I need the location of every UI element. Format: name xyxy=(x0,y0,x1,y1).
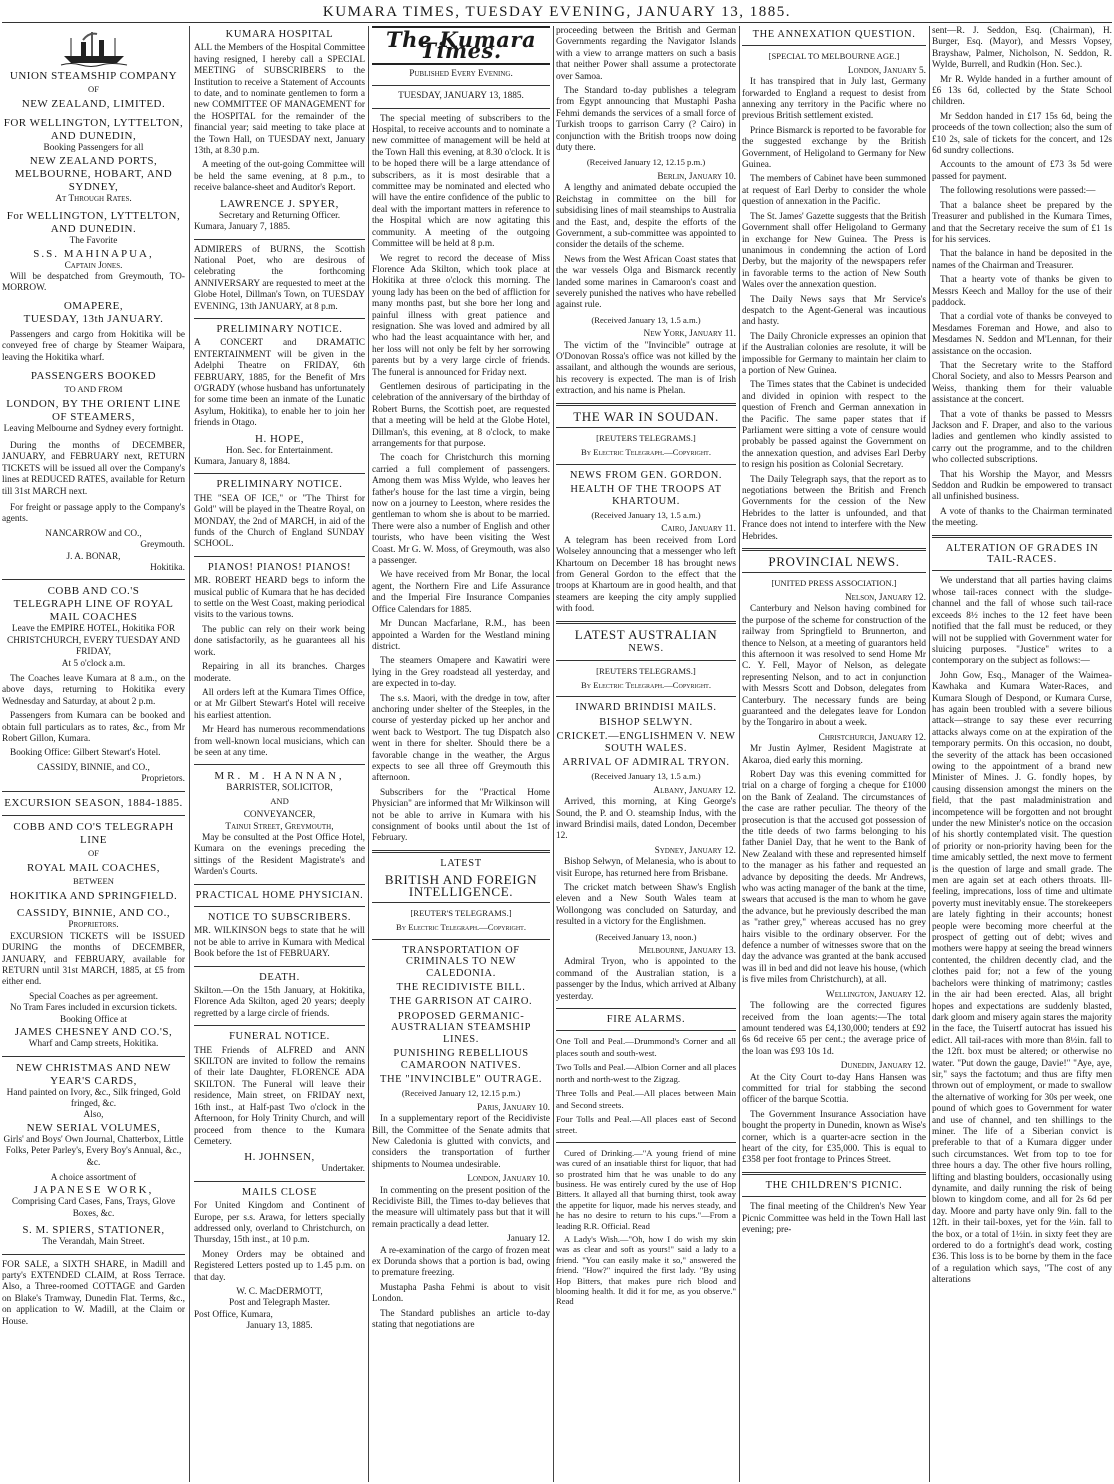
ad-line: OF xyxy=(88,84,99,94)
ad-line: Greymouth. xyxy=(140,540,185,551)
dateline: January 12. xyxy=(507,1234,550,1245)
article-paragraph: Prince Bismarck is reported to be favorable for the suggested exchange by the British Government, of Heligoland to Germany for New Guinea. xyxy=(742,125,926,171)
ad-title: PIANOS! PIANOS! PIANOS! xyxy=(207,561,352,573)
ad-line: Kumara, January 7, 1885. xyxy=(194,222,291,233)
ad-text: Repairing in all its branches. Charges moderate. xyxy=(194,662,365,684)
article-paragraph: Mr Seddon handed in £17 15s 6d, being the proceeds of the town collection; also the sum of £10 2s, sale of tickets for the concert, and 12s 6d sundry collections. xyxy=(932,111,1112,157)
ad-text: Booking Office: Gilbert Stewart's Hotel. xyxy=(10,748,161,759)
rule xyxy=(194,556,365,557)
ad-line: Leaving Melbourne and Sydney every fortnight. xyxy=(3,424,184,435)
ad-text: THE Friends of ALFRED and ANN SKILTON are invited to follow the remains of their late Daughter, FLORENCE ADA SKILTON. The Funeral will leave their residence, Main street, on FRIDAY next, 16th inst., at Half-past Two o'clock in the Afternoon, for Holy Trinity Church, and will proceed from thence to the Kumara Cemetery. xyxy=(194,1045,365,1147)
ad-text: During the months of DECEMBER, JANUARY, and FEBRUARY next, RETURN TICKETS will be issued all over the Company's lines at REDUCED RATES, available for Return till 31st MARCH next. xyxy=(2,440,185,497)
dateline: New York, January 11. xyxy=(643,329,736,340)
ad-line: No Tram Fares included in excursion tickets. xyxy=(9,1003,178,1014)
received-line: (Received January 13, noon.) xyxy=(595,931,697,942)
ad-line: NANCARROW and CO., xyxy=(45,528,142,539)
ad-text: MR. ROBERT HEARD begs to inform the musical public of Kumara that he has decided to settle on the West Coast, making periodical visits to the various towns. xyxy=(194,576,365,621)
rule xyxy=(742,572,926,573)
ad-line: OMAPERE, xyxy=(63,299,124,312)
article-paragraph: We have received from Mr Bonar, the local agent, the Northern Fire and Life Assurance and the Imperial Fire Insurance Companies Office Calendars for 1885. xyxy=(372,570,550,615)
ad-title: NEW CHRISTMAS AND NEW YEAR'S CARDS, xyxy=(16,1061,171,1087)
section-subheading: By Electric Telegraph.—Copyright. xyxy=(581,679,711,690)
rule xyxy=(742,1196,926,1197)
rule xyxy=(194,884,365,885)
article-paragraph: The St. James' Gazette suggests that the British Government shall offer Heligoland to Germany in exchange for New Guinea. The Press is unanimous in condemning the action of Lord Derby, but the majority of the newspapers refer in favorable terms to the action of New South Wales over the annexation question. xyxy=(742,211,926,291)
ad-line: Proprietors. xyxy=(68,920,119,931)
received-line: (Received January 12, 12.15 p.m.) xyxy=(401,1088,521,1099)
ad-text: Will be despatched from Greymouth, TO-MORROW. xyxy=(2,272,185,294)
article-paragraph: Mr Duncan Macfarlane, R.M., has been appointed a Warden for the Westland mining district. xyxy=(372,619,550,652)
article-paragraph: News from the West African Coast states that the war vessels Olga and Bismarck recently landed some marines in Camaroon's coast and severely punished the natives who have rebelled against rule. xyxy=(556,254,736,311)
ad-signature: LAWRENCE J. SPYER, xyxy=(220,197,339,210)
section-heading: NEWS. xyxy=(628,643,664,655)
article-paragraph: The Daily Chronicle expresses an opinion that if the Australian colonies are resolute, it will be impossible for Germany to maintain her claim to a portion of New Guinea. xyxy=(742,331,926,376)
ad-line: S. M. SPIERS, STATIONER, xyxy=(22,1224,165,1237)
masthead-rule xyxy=(2,22,1112,23)
ad-text: For United Kingdom and Continent of Europe, per s.s. Arawa, for letters specially addressed only, overland to Christchurch, on Thursday, 15th inst., at 10 p.m. xyxy=(194,1201,365,1246)
article-paragraph: A lengthy and animated debate occupied the Reichstag in committee on the bill for subsidising lines of mail steamships to Australia and the East, and, despite the efforts of the Government, a sub-committee was appointed to consider the details of the scheme. xyxy=(556,183,736,251)
rule xyxy=(556,1008,736,1009)
rule xyxy=(194,966,365,967)
article-paragraph: Robert Day was this evening committed for trial on a charge of forging a cheque for £1000 on the Bank of Zealand. The circumstances of the case are rather peculiar. The theory of the prosecution is that the accused got possession of the title deeds of two farms belonging to his father Daniel Day, that he went to the Bank of New Zealand with these and represented himself to the manager as his father and requested an advance by depositing the deeds. Mr Andrews, who was acting manager of the bank at the time, swears that accused is the man to whom he gave the advance, but he previously described the man as "rather grey," whereas accused has no grey hairs visible to the ordinary observer. For the defence a number of witnesses swore that on the day the advance was granted at the bank accused was ill in bed and did not leave his house, (which is five miles from Christchurch), at all. xyxy=(742,769,926,986)
rule xyxy=(372,850,550,853)
ad-text: EXCURSION TICKETS will be ISSUED DURING the months of DECEMBER, JANUARY, and FEBRUARY, available for RETURN until 31st MARCH, 1885, at £5 from either end. xyxy=(2,931,185,988)
section-subheading: By Electric Telegraph.—Copyright. xyxy=(581,447,711,458)
rule xyxy=(194,239,365,240)
article-paragraph: proceeding between the British and German Governments regarding the Navigator Islands with a view to arrange matters on such a basis that neither Power shall assume a protectorate over Samoa. xyxy=(556,26,736,82)
column-3 xyxy=(372,26,550,1482)
article-paragraph: The cricket match between Shaw's English eleven and a New South Wales team at Wollongong was concluded on Saturday, and resulted in a victory for the Englishmen. xyxy=(556,883,736,928)
rule xyxy=(2,579,185,580)
article-paragraph: Mustapha Pasha Fehmi is about to visit London. xyxy=(372,1282,550,1305)
dateline: Cairo, January 11. xyxy=(661,524,736,535)
ad-line: Post and Telegraph Master. xyxy=(229,1298,330,1309)
ad-text: THE "SEA OF ICE," or "The Thirst for Gold" will be played in the Theatre Royal, on MONDAY, the 2nd of MARCH, in aid of the funds of the Church of England SUNDAY SCHOOL. xyxy=(194,493,365,550)
article-paragraph: The coach for Christchurch this morning carried a full complement of passengers. Among them was Miss Wylde, who leaves her father's house for the last time a virgin, being now on a journey to Leeston, where resides the gentleman to whom she is about to be married. There were also a number of English and other tourists, who have been visiting the West Coast. Mr G. W. Moss, of Greymouth, was also a passenger. xyxy=(372,453,550,567)
published-line: Published Every Evening. xyxy=(409,68,513,79)
ad-line: At 5 o'clock a.m. xyxy=(61,658,126,669)
article-paragraph: Mr Justin Aylmer, Resident Magistrate at Akaroa, died early this morning. xyxy=(742,744,926,766)
rule xyxy=(194,1181,365,1182)
article-paragraph: The steamers Omapere and Kawatiri were lying in the Grey roadstead all yesterday, and are expected in to-day. xyxy=(372,656,550,690)
ad-title: PRELIMINARY NOTICE. xyxy=(216,323,343,335)
article-paragraph: In a supplementary report of the Recidiviste Bill, the Committee of the Senate admits that New Caledonia is glutted with convicts, and considers the transportation of further shipments to Noumea undesirable. xyxy=(372,1114,550,1170)
ad-text: Mr Heard has numerous recommendations from well-known local musicians, which can be seen at any time. xyxy=(194,725,365,758)
article-paragraph: The Standard publishes an article to-day stating that negotiations are xyxy=(372,1308,550,1331)
dateline: Nelson, January 12. xyxy=(844,592,926,603)
ad-title: KUMARA HOSPITAL xyxy=(225,29,334,40)
column-5 xyxy=(742,26,926,1482)
column-rule xyxy=(739,26,740,1482)
ad-text: Cured of Drinking.—"A young friend of mine was cured of an insatiable thirst for liquor, that had so prostrated him that he was unable to do any business. He was entirely cured by the use of Hop Bitters. It allayed all that burning thirst, took away the appetite for liquor, made his nerves steady, and he has no desire to return to his cups."—From a leading R.R. Official. Read xyxy=(556,1147,736,1231)
article-paragraph: The Daily Telegraph says, that the report as to negotiations between the British and French Governments for the cession of the New Hebrides to the latter is unfounded, and that France does not intend to interfere with the New Hebrides. xyxy=(742,474,926,542)
dateline: TUESDAY, JANUARY 13, 1885. xyxy=(398,91,524,102)
ad-line: TUESDAY, 13th JANUARY. xyxy=(23,312,164,325)
article-paragraph: We regret to record the decease of Miss Florence Ada Skilton, which took place at Hokitika at three o'clock this morning. The young lady has been on the bed of affliction for many months past, but she bore her long and painful illness with great patience and resignation. She was loved and admired by all who had the least acquaintance with her, and her loss will not only be felt by her sorrowing parents but by a very large circle of friends. The funeral is announced for Friday next. xyxy=(372,253,550,378)
section-heading: LATEST xyxy=(440,857,482,869)
article-paragraph: That the Secretary write to the Stafford Choral Society, and also to Messrs Pearson and Weiss, thanking them for their valuable assistance at the concert. xyxy=(932,360,1112,406)
ad-line: Wharf and Camp streets, Hokitika. xyxy=(28,1039,159,1050)
ad-line: The Verandah, Main Street. xyxy=(42,1237,145,1248)
article-paragraph: That a cordial vote of thanks be conveyed to Mesdames Foreman and Howe, and also to Mesdames N. Seddon and M'Lennan, for their assistance on the occasion. xyxy=(932,312,1112,357)
article-paragraph: John Gow, Esq., Manager of the Waimea-Kawhaka and Kumara Water-Races, and Kumara Slough of Despond, or Kumara Curse, has again been troubled with a severe bilious attack—strange to say these ever recurring attacks always come on at the expiration of the temporary permits. On this occasion, no doubt, the severity of the attack has been occasioned owing to the appointment of a brand new Minister of Mines. J. G. fondly hopes, by causing dissension amongst the miners on the field, that the past maladministration and incompetence will be forgotten and not brought under the new Minister's notice on the occasion of his shortly contemplated visit. The question of priority or non-priority having been for the time amicably settled, the next move to ferment is the question of large and small grade. The men are again set at each others throats. Ill-feeling, imprecations, loss of time and ultimate poverty must inevitably ensue. The storekeepers are lately fighting in their accounts; honest people were becoming more cheerful at the prospect of getting out of debt; wives and mothers were happy at seeing the bread winners contented, the children decently clad, and the clothes paid for; not a few of the young bachelors were thinking of matrimony; castles in the air had been erected. Alas, all bright hopes and expectations are suddenly blasted, dark gloom and misery again stares the majority in the face, the Tuisertf autocrat has issued his edict. All tail-races with more than 8½in. fall to the 12ft. box must be altered; or otherwise no water. "Put down the gauge, Davie!" "Aye, aye, sir," says the factotum; and thus are fifty men thrown out of employment, or made to swallow the alternative of working for 30s per week, one pound of which goes to Government for water and use of channel, and ten shillings to the miner. The life of a Siberian convict is preferable to that of a Kumara digger under such circumstances. Wet from top to toe for three hours a day. The other five hours rolling, lifting and blasting boulders, occasionally using dynamite, and daily running the risk of being blown to kingdom come, and all for 2s 6d per day. Moore and party have only 9in. fall to the 12ft. in their tail-boxes, yet for the ½in. fall to the box, or a total of 1½in. in sixty feet they are ordered to do a fortnight's dead work, costing £36. This loss is to be borne by them in the face of a regulation which says, "The cost of any alterations xyxy=(932,670,1112,1286)
ad-line: BETWEEN xyxy=(72,876,115,887)
column-6 xyxy=(932,26,1112,1482)
ad-text: Skilton.—On the 15th January, at Hokitika, Florence Ada Skilton, aged 20 years; deeply regretted by a large circle of friends. xyxy=(194,986,365,1019)
article-paragraph: That his Worship the Mayor, and Messrs Seddon and Rudkin be empowered to transact all unfinished business. xyxy=(932,469,1112,503)
dateline: London, January 10. xyxy=(467,1174,550,1185)
ad-text: ALL the Members of the Hospital Committee having resigned, I hereby call a SPECIAL MEETING of SUBSCRIBERS to the Institution to receive a Statement of Accounts to date, and to nominate gentlemen to form a new COMMITTEE OF MANAGEMENT for the HOSPITAL for the remainder of the financial year; said meeting to take place at the Town Hall, on TUESDAY next, January 13th, at 8.30 p.m. xyxy=(194,43,365,157)
ad-line: NEW SERIAL VOLUMES, xyxy=(26,1121,161,1134)
ad-line: TO AND FROM xyxy=(64,384,123,395)
steamship-icon xyxy=(59,28,129,68)
news-heading: HEALTH OF THE TROOPS AT KHARTOUM. xyxy=(570,484,722,507)
ad-line: January 13, 1885. xyxy=(246,1321,313,1332)
article-paragraph: The special meeting of subscribers to the Hospital, to receive accounts and to nominate a new committee of management will be held at the Town Hall this evening, at 8.30 o'clock. It is to be hoped there will be a large attendance of subscribers, as it is most desirable that a committee may be nominated and elected who will have the entire confidence of the public to deal with the important matters in reference to the Hospital which are now agitating this community. A meeting of the outgoing Committee will be held at 8 p.m. xyxy=(372,113,550,250)
ad-line: PASSENGERS BOOKED xyxy=(30,370,157,383)
article-paragraph: We understand that all parties having claims whose tail-races connect with the sludge-channel and the fall of whose such tail-race exceeds 8½ inches to the 12 feet have been notified that the fall must be reduced, or they will not be supplied with Government water for sluicing purposes. "Justice" writes to a contemporary on the subject as follows:— xyxy=(932,576,1112,667)
ad-text: Passengers and cargo from Hokitika will be conveyed free of charge by Steamer Waipara, leaving the Hokitika wharf. xyxy=(2,329,185,363)
received-line: (Received January 12, 12.15 p.m.) xyxy=(586,157,706,168)
rule xyxy=(742,548,926,551)
news-heading: CRICKET.—ENGLISHMEN V. NEW SOUTH WALES. xyxy=(556,731,736,754)
ad-text: The public can rely on their work being done satisfactorily, as he guarantees all his work. xyxy=(194,624,365,658)
fire-alarm-item: Two Tolls and Peal.—Albion Corner and all places north and north-west to the Zigzag. xyxy=(556,1062,736,1084)
article-paragraph: The Times states that the Cabinet is undecided and divided in opinion with respect to the question of French and German annexation in the Pacific. The same paper states that if Parliament were sitting a vote of censure would probably be passed against the Government on the annexation question, and advises Earl Derby to resign his position as Colonial Secretary. xyxy=(742,380,926,471)
section-subheading: [REUTER'S TELEGRAMS.] xyxy=(410,908,512,919)
ad-line: For WELLINGTON, LYTTELTON, AND DUNEDIN. xyxy=(6,210,181,236)
ad-line: Undertaker. xyxy=(321,1164,365,1175)
rule xyxy=(556,427,736,428)
ad-title: MR. M. HANNAN, xyxy=(214,770,345,783)
ad-text: All orders left at the Kumara Times Office, or at Mr Gilbert Stewart's Hotel will receive his earliest attention. xyxy=(194,687,365,721)
ad-line: Leave the EMPIRE HOTEL, Hokitika FOR CHRISTCHURCH, EVERY TUESDAY AND FRIDAY, xyxy=(7,624,180,658)
article-paragraph: Accounts to the amount of £73 3s 5d were passed for payment. xyxy=(932,160,1112,182)
rule xyxy=(194,906,365,907)
ad-line: TELEGRAPH LINE OF ROYAL MAIL COACHES xyxy=(13,598,174,624)
ad-line: Comprising Card Cases, Fans, Trays, Glove Boxes, &c. xyxy=(11,1197,176,1219)
rule xyxy=(556,1030,736,1031)
article-paragraph: The members of Cabinet have been summoned at request of Earl Derby to consider the whole question of annexation in the Pacific. xyxy=(742,174,926,208)
dateline: Berlin, January 10. xyxy=(657,171,736,182)
ad-line: JAPANESE WORK, xyxy=(33,1184,154,1197)
ad-line: Kumara, January 8, 1884. xyxy=(194,457,291,467)
article-paragraph: The victim of the "Invincible" outrage at O'Donovan Rossa's office was not killed by the assailant, and although the wounds are serious, his recovery is expected. The man is of Irish extraction, and his name is Phelan. xyxy=(556,340,736,397)
news-heading: PUNISHING REBELLIOUS CAMAROON NATIVES. xyxy=(393,1048,529,1071)
ad-line: At Through Rates. xyxy=(55,193,132,204)
ad-line: CASSIDY, BINNIE, AND CO., xyxy=(16,907,171,920)
masthead: KUMARA TIMES, TUESDAY EVENING, JANUARY 13, 1885. xyxy=(322,4,792,20)
article-paragraph: It has transpired that in July last, Germany forwarded to England a request to desist from annexing any territory in the Pacific where no previous British settlement existed. xyxy=(742,77,926,122)
article-paragraph: sent—R. J. Seddon, Esq. (Chairman), H. Burger, Esq. (Mayor), and Messrs Vopsey, Brayshaw, Palmer, Nicholson, N. Seddon, R. Wylde, Burrell, and Rudkin (Hon. Sec.). xyxy=(932,26,1112,71)
column-rule xyxy=(189,26,190,1482)
column-1 xyxy=(2,26,185,1482)
ad-line: HOKITIKA AND SPRINGFIELD. xyxy=(9,890,178,903)
article-paragraph: At the City Court to-day Hans Hansen was committed for trial for stabbing the second officer of the barque Scottia. xyxy=(742,1072,926,1106)
article-paragraph: That the balance in hand be deposited in the names of the Chairman and Treasurer. xyxy=(932,249,1112,271)
ad-line: Secretary and Returning Officer. xyxy=(218,210,341,221)
rule xyxy=(2,815,185,816)
column-rule xyxy=(553,26,554,1482)
ad-title: PRELIMINARY NOTICE. xyxy=(216,479,343,491)
ad-text: A Lady's Wish.—"Oh, how I do wish my skin was as clear and soft as yours!" said a lady to a friend. "You can easily make it so," answered the friend. "How?" inquired the first lady. "By using Hop Bitters, that makes pure rich blood and blooming health. It did it for me, as you observe." Read xyxy=(556,1233,736,1307)
ad-line: J. A. BONAR, xyxy=(66,551,121,562)
dateline: Melbourne, January 13. xyxy=(638,946,736,957)
rule xyxy=(2,791,185,792)
ad-text: A meeting of the out-going Committee will be held the same evening, at 8 p.m., to receive balance-sheet and Auditor's Report. xyxy=(194,160,365,194)
section-heading: LATEST AUSTRALIAN xyxy=(574,626,718,642)
rule xyxy=(556,696,736,697)
fire-alarm-item: Three Tolls and Peal.—All places between Main and Second streets. xyxy=(556,1088,736,1110)
article-paragraph: That a hearty vote of thanks be given to Messrs Keech and Malloy for the use of their paddock. xyxy=(932,275,1112,308)
news-heading: NEWS FROM GEN. GORDON. xyxy=(569,469,723,481)
dateline: Christchurch, January 12. xyxy=(818,732,926,743)
ad-signature: H. JOHNSEN, xyxy=(244,1151,315,1164)
ad-title: MAILS CLOSE xyxy=(241,1186,318,1198)
article-paragraph: Arrived, this morning, at King George's Sound, the P. and O. steamship Indus, with the inward Brindisi mails, dated London, December 12. xyxy=(556,797,736,842)
rule xyxy=(556,464,736,465)
rule xyxy=(372,108,550,109)
ad-line: Booking Passengers for all xyxy=(43,143,144,154)
article-paragraph: That a vote of thanks be passed to Messrs Jackson and F. Draper, and also to the various ladies and gentlemen who kindly assisted to carry out the programme, and to the children who collected subscriptions. xyxy=(932,409,1112,466)
article-paragraph: In commenting on the present position of the Recidiviste Bill, the Times to-day believes that the measure will ultimately pass but that it will remain practically a dead letter. xyxy=(372,1185,550,1230)
ad-line: Hon. Sec. for Entertainment. xyxy=(226,445,333,456)
ad-signature: W. C. MacDERMOTT, xyxy=(236,1286,323,1297)
ad-line: S.S. MAHINAPUA, xyxy=(33,247,154,260)
ad-line: Also, xyxy=(83,1110,104,1121)
dateline: Paris, January 10. xyxy=(477,1102,550,1113)
rule xyxy=(556,621,736,624)
column-rule xyxy=(929,26,930,1482)
ad-title: PRACTICAL HOME PHYSICIAN. xyxy=(195,889,364,901)
ad-line: COBB AND CO'S TELEGRAPH LINE xyxy=(13,820,174,846)
section-heading: ALTERATION OF GRADES IN TAIL-RACES. xyxy=(945,542,1099,566)
column-4 xyxy=(556,26,736,1482)
ad-line: JAMES CHESNEY AND CO.'S, xyxy=(14,1026,173,1039)
news-heading: THE RECIDIVISTE BILL. xyxy=(396,982,526,994)
newspaper-page xyxy=(2,26,1112,1482)
article-paragraph: The Standard to-day publishes a telegram from Egypt announcing that Mustaphi Pasha Fehmi demands the services of a small force of Turkish troops to garrison Carry (? Cairo) in conjunction with the British troops now doing duty there. xyxy=(556,86,736,154)
ad-line: CONVEYANCER, xyxy=(243,810,316,821)
ad-title: FUNERAL NOTICE. xyxy=(229,1031,330,1043)
ad-line: LONDON, BY THE ORIENT LINE OF STEAMERS, xyxy=(6,398,181,424)
news-heading: THE GARRISON AT CAIRO. xyxy=(389,996,533,1008)
ad-line: Girls' and Boys' Own Journal, Chatterbox, Little Folks, Peter Parley's, Every Boy's Annual, &c., &c. xyxy=(3,1134,184,1168)
ad-line: Tainui Street, Greymouth, xyxy=(225,821,334,832)
rule xyxy=(932,570,1112,571)
article-paragraph: Bishop Selwyn, of Melanesia, who is about to visit Europe, has returned here from Brisbane. xyxy=(556,857,736,879)
ad-line: Booking Office at xyxy=(60,1014,127,1025)
rule xyxy=(742,45,926,46)
rule xyxy=(556,660,736,661)
ad-line: ROYAL MAIL COACHES, xyxy=(26,862,161,875)
news-heading: TRANSPORTATION OF CRIMINALS TO NEW CALEDONIA. xyxy=(402,944,520,979)
article-paragraph: The Daily News says that Mr Service's despatch to the Agent-General was incautious and hasty. xyxy=(742,294,926,328)
dateline: Dunedin, January 12. xyxy=(840,1061,926,1072)
ad-line: AND xyxy=(270,795,289,806)
fire-alarm-item: One Toll and Peal.—Drummond's Corner and all places south and south-west. xyxy=(556,1036,736,1058)
article-paragraph: Subscribers for the "Practical Home Physician" are informed that Mr Wilkinson will not be able to arrive in Kumara with his consignment of books until about the 1st of February. xyxy=(372,787,550,844)
rule xyxy=(556,403,736,406)
rule xyxy=(194,473,365,474)
ad-line: Hand painted on Ivory, &c., Silk fringed, Gold fringed, &c. xyxy=(6,1087,181,1109)
ad-text: MR. WILKINSON begs to state that he will not be able to arrive in Kumara with Medical Book before the 1st of FEBRUARY. xyxy=(194,926,365,960)
section-heading: BRITISH AND FOREIGN INTELLIGENCE. xyxy=(384,872,538,899)
ad-title: DEATH. xyxy=(259,971,300,983)
ad-line: Post Office, Kumara, xyxy=(194,1309,273,1320)
news-heading: ARRIVAL OF ADMIRAL TRYON. xyxy=(562,756,730,768)
ad-line: BARRISTER, SOLICITOR, xyxy=(226,783,333,794)
ad-line: The Favorite xyxy=(69,236,118,247)
section-subheading: [REUTERS TELEGRAMS.] xyxy=(596,665,696,676)
ad-title: NOTICE TO SUBSCRIBERS. xyxy=(207,912,352,923)
dateline: Sydney, January 12. xyxy=(654,845,736,856)
article-paragraph: The s.s. Maori, with the dredge in tow, after anchoring under shelter of the Steeples, in the course of yesterday picked up her anchor and went back to Westport. The tug Dispatch also went in there for shelter. Should there be a favorable change in the weather, the Argus expects to see all three off Greymouth this afternoon. xyxy=(372,693,550,784)
rule xyxy=(932,535,1112,538)
section-subheading: [UNITED PRESS ASSOCIATION.] xyxy=(771,578,897,589)
article-paragraph: A vote of thanks to the Chairman terminated the meeting. xyxy=(932,506,1112,529)
news-heading: BISHOP SELWYN. xyxy=(599,716,693,728)
article-paragraph: The following resolutions were passed:— xyxy=(940,186,1096,197)
dateline: Albany, January 12. xyxy=(653,785,736,796)
ad-title: EXCURSION SEASON, 1884-1885. xyxy=(4,796,183,809)
article-paragraph: The final meeting of the Children's New Year Picnic Committee was held in the Town Hall last evening; pre- xyxy=(742,1202,926,1235)
column-2 xyxy=(194,26,365,1482)
rule xyxy=(194,764,365,765)
ad-line: Proprietors. xyxy=(141,774,185,785)
section-heading: THE CHILDREN'S PICNIC. xyxy=(765,1179,903,1191)
section-subheading: By Electric Telegraph.—Copyright. xyxy=(396,922,526,933)
ad-text: May be consulted at the Post Office Hotel, Kumara on the evenings preceding the sittings of the Resident Magistrate's and Warden's Courts. xyxy=(194,832,365,878)
ad-text: For freight or passage apply to the Company's agents. xyxy=(2,502,185,525)
ad-text: The Coaches leave Kumara at 8 a.m., on the above days, returning to Hokitika every Wednesday and Saturday, at about 2 p.m. xyxy=(2,673,185,707)
ad-title: COBB AND CO.'S xyxy=(47,585,140,598)
section-heading: PROVINCIAL NEWS. xyxy=(768,554,900,570)
ad-line: NEW ZEALAND, LIMITED. xyxy=(21,98,166,111)
dateline: London, January 5. xyxy=(847,65,926,76)
rule xyxy=(372,902,550,903)
rule xyxy=(372,85,550,86)
rule xyxy=(742,1172,926,1175)
ad-line: OF xyxy=(88,847,99,858)
ad-line: NEW ZEALAND PORTS, MELBOURNE, HOBART, AND SYDNEY, xyxy=(14,154,173,193)
ad-line: FOR WELLINGTON, LYTTELTON, AND DUNEDIN, xyxy=(3,117,184,143)
article-paragraph: The following are the corrected figures received from the loan agents:—The total amount tendered was £4,130,000; tenders at £92 6s 6d receive 65 per cent.; the average price of the loan was £93 10s 1d. xyxy=(742,1001,926,1057)
article-paragraph: A telegram has been received from Lord Wolseley announcing that a messenger who left Khartoum on December 18 has brought news from General Gordon to the effect that the troops at Khartoum are in good health, and that steamers are keeping the city amply supplied with food. xyxy=(556,535,736,615)
article-paragraph: Canterbury and Nelson having combined for the purpose of the scheme for construction of the railway from Springfield to Brunnerton, and thence to Nelson, at a meeting of guarantors held this afternoon it was resolved to send Home Mr C. Y. Fell, Mayor of Nelson, as delegate representing Nelson, and to act in conjunction with Messrs Scott and Dobson, delegates from Canterbury. The necessary funds are being guaranteed and the delegates leave for London by the Tongariro in about a week. xyxy=(742,604,926,729)
section-heading: THE WAR IN SOUDAN. xyxy=(573,408,719,424)
fire-alarm-item: Four Tolls and Peal.—All places east of Second street. xyxy=(556,1113,736,1136)
section-subheading: [REUTERS TELEGRAMS.] xyxy=(596,433,696,443)
rule xyxy=(2,1056,185,1057)
section-subheading: [SPECIAL TO MELBOURNE AGE.] xyxy=(768,51,900,62)
news-heading: INWARD BRINDISI MAILS. xyxy=(575,702,717,714)
ad-line: CASSIDY, BINNIE, and CO., xyxy=(37,762,150,773)
article-paragraph: That a balance sheet be prepared by the Treasurer and published in the Kumara Times, and that the Secretary receive the sum of £1 1s for his services. xyxy=(932,200,1112,245)
article-paragraph: The Government Insurance Association have bought the property in Dunedin, known as Wise's corner, which is a quarter-acre section in the heart of the city, for £35,000. This is equal to £358 per foot frontage to Princes Street. xyxy=(742,1109,926,1166)
ad-text: Money Orders may be obtained and Registered Letters posted up to 1.45 p.m. on that day. xyxy=(194,1249,365,1283)
ad-line: A choice assortment of xyxy=(50,1172,137,1183)
ad-line: Hokitika. xyxy=(150,562,185,573)
ad-line: Special Coaches as per agreement. xyxy=(29,991,158,1002)
ad-text: ADMIRERS of BURNS, the Scottish National Poet, who are desirous of celebrating the forthcoming ANNIVERSARY are requested to meet at the Globe Hotel, Dillman's Town, on TUESDAY EVENING, 13th JANUARY, at 8 p.m. xyxy=(194,244,365,312)
dateline: Wellington, January 12. xyxy=(825,989,926,1000)
rule xyxy=(556,1142,736,1143)
rule xyxy=(372,939,550,940)
ad-line: Captain Jones. xyxy=(64,260,123,271)
article-paragraph: Gentlemen desirous of participating in the celebration of the anniversary of the birthday of Robert Burns, the Scottish poet, are requested that a meeting will be held at the Globe Hotel, Dillman's, this evening, at 8 o'clock, to make arrangements for that purpose. xyxy=(372,381,550,449)
ad-text: FOR SALE, a SIXTH SHARE, in Madill and party's EXTENDED CLAIM, at Ross Terrace. Also, a Three-roomed COTTAGE and Garden on Blake's Tramway, Dunedin Flat. Terms, &c., on application to W. Madill, at the Claim or House. xyxy=(2,1259,185,1327)
news-heading: THE "INVINCIBLE" OUTRAGE. xyxy=(379,1073,543,1085)
section-heading: FIRE ALARMS. xyxy=(606,1014,686,1026)
received-line: (Received January 13, 1.5 a.m.) xyxy=(591,510,701,521)
ad-text: A CONCERT and DRAMATIC ENTERTAINMENT will be given in the Adelphi Theatre on FRIDAY, 6th FEBRUARY, 1885, for the Benefit of Mrs O'GRADY (whose husband has unfortunately for some time been an inmate of the Lunatic Asylum, Hokitika), to enable her to join her friends in Otago. xyxy=(194,338,365,429)
ad-title: UNION STEAMSHIP COMPANY xyxy=(9,70,178,82)
section-heading: THE ANNEXATION QUESTION. xyxy=(752,29,916,40)
article-paragraph: A re-examination of the cargo of frozen meat ex Dorunda shows that a portion is bad, owing to premature freezing. xyxy=(372,1245,550,1279)
rule xyxy=(194,1025,365,1026)
article-paragraph: Admiral Tryon, who is appointed to the command of the Australian station, is a passenger by the Indus, which arrived at Albany yesterday. xyxy=(556,957,736,1002)
column-rule xyxy=(368,26,369,1482)
ad-text: Passengers from Kumara can be booked and obtain full particulars as to rates, &c., from Mr Robert Gillon, Kumara. xyxy=(2,711,185,744)
ad-signature: H. HOPE, xyxy=(255,432,304,445)
news-heading: PROPOSED GERMANIC-AUSTRALIAN STEAMSHIP LINES. xyxy=(390,1010,532,1045)
rule xyxy=(194,318,365,319)
rule xyxy=(2,1254,185,1255)
received-line: (Received January 13, 1.5 a.m.) xyxy=(591,314,701,325)
article-paragraph: Mr R. Wylde handed in a further amount of £6 13s 6d, collected by the State School children. xyxy=(932,74,1112,108)
received-line: (Received January 13, 1.5 a.m.) xyxy=(591,771,701,782)
newspaper-nameplate: The Kumara Times. xyxy=(372,26,550,65)
